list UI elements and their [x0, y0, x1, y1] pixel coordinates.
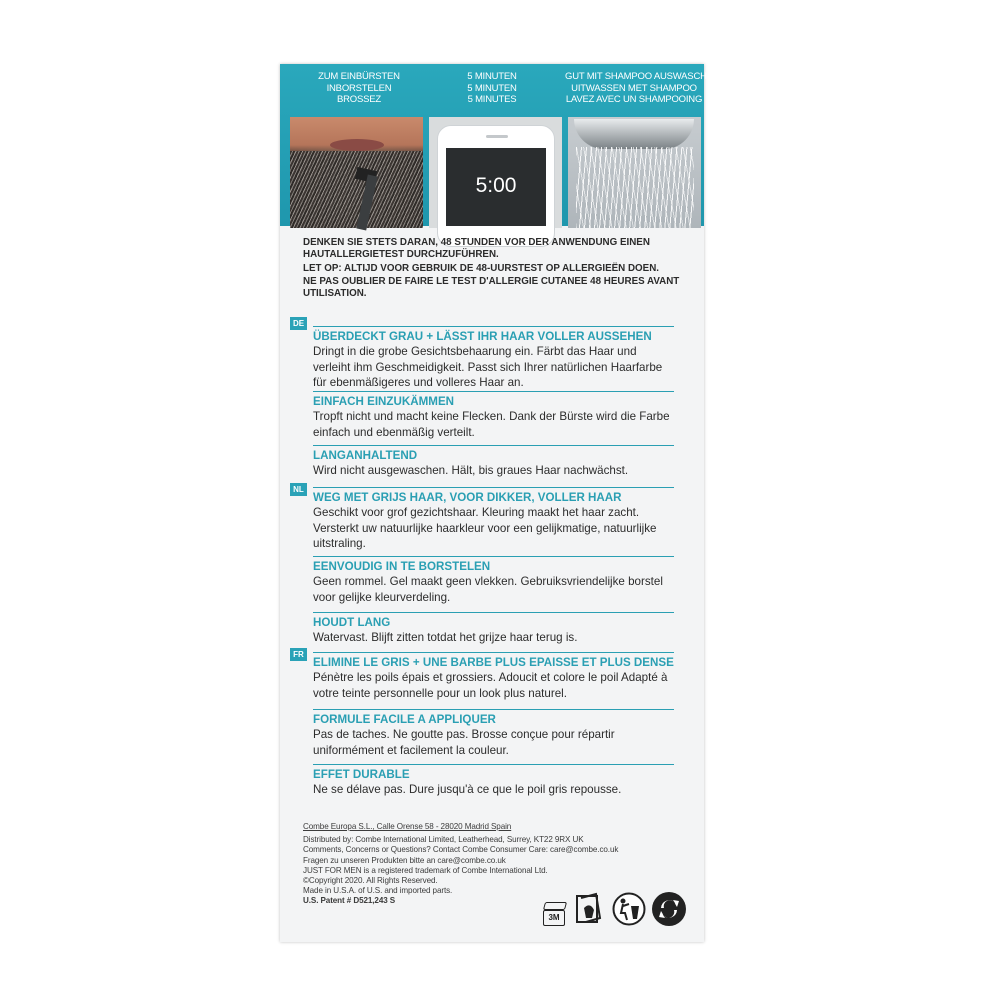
section-nl-3 — [313, 612, 674, 646]
step-1-text — [290, 71, 428, 106]
section-fr-3 — [313, 764, 674, 798]
section-de-1 — [313, 326, 674, 391]
phone-icon — [437, 125, 555, 247]
legal-line: Fragen zu unseren Produkten bitte an care@combe.co.uk — [303, 855, 506, 865]
instruction-band — [280, 64, 720, 226]
step-3-line-nl: UITWASSEN MET SHAMPOO — [571, 82, 697, 94]
beard-brush-photo — [290, 117, 423, 228]
warning-de: DENKEN SIE STETS DARAN, 48 STUNDEN VOR DER ANWENDUNG EINEN HAUTALLERGIETEST DURCHZUFÜHREN. — [303, 237, 650, 261]
section-title: EINFACH EINZUKÄMMEN — [313, 395, 455, 408]
legal-line: Distributed by: Combe International Limited, Leatherhead, Surrey, KT22 9RX UK — [303, 835, 584, 845]
legal-line: ©Copyright 2020. All Rights Reserved. — [303, 876, 438, 886]
language-badge-fr: FR — [290, 648, 307, 661]
section-de-3 — [313, 445, 674, 479]
legal-line: Made in U.S.A. of U.S. and imported parts. — [303, 886, 453, 896]
section-text: Tropft nicht und macht keine Flecken. Dank der Bürste wird die Farbe einfach und ebenmäßig verteilt. — [313, 410, 670, 439]
step-2-line-fr: 5 MINUTES — [467, 94, 517, 105]
warning-fr: NE PAS OUBLIER DE FAIRE LE TEST D'ALLERGIE CUTANEE 48 HEURES AVANT UTILISATION. — [303, 275, 680, 300]
section-title: EFFET DURABLE — [313, 768, 410, 781]
step-3-line-de: GUT MIT SHAMPOO AUSWASCHEN — [565, 71, 720, 82]
section-fr-2 — [313, 709, 674, 758]
legal-line: JUST FOR MEN is a registered trademark of Combe International Ltd. — [303, 865, 548, 875]
section-text: Geen rommel. Gel maakt geen vlekken. Gebruiksvriendelijke borstel voor gelijke kleurverdeling. — [313, 575, 663, 604]
section-title: HOUDT LANG — [313, 616, 391, 629]
section-text: Dringt in die grobe Gesichtsbehaarung ein. Färbt das Haar und verleiht ihm Geschmeidigkeit. Passt sich Ihrer natürlichen Haarfarbe für ebenmäßigeres und volleres Haar an. — [313, 345, 663, 389]
section-title: WEG MET GRIJS HAAR, VOOR DIKKER, VOLLER HAAR — [313, 491, 622, 504]
allergy-warnings — [303, 237, 683, 301]
section-title: EENVOUDIG IN TE BORSTELEN — [313, 560, 491, 573]
step-1-line-fr: BROSSEZ — [337, 94, 381, 105]
section-title: ELIMINE LE GRIS + UNE BARBE PLUS EPAISSE ET PLUS DENSE — [313, 656, 674, 669]
read-instructions-icon — [574, 892, 604, 926]
section-title: FORMULE FACILE A APPLIQUER — [313, 713, 496, 726]
tidyman-bin-icon — [612, 892, 646, 926]
step-2-line-nl: 5 MINUTEN — [467, 82, 517, 94]
section-text: Watervast. Blijft zitten totdat het grijze haar terug is. — [313, 631, 578, 644]
section-text: Geschikt voor grof gezichtshaar. Kleuring maakt het haar zacht. Versterkt uw natuurlijke haarkleur voor een gelijkmatige, natuurlijke uitstraling. — [313, 506, 657, 550]
section-nl-2 — [313, 556, 674, 605]
manufacturer-address: Combe Europa S.L., Calle Orense 58 - 28020 Madrid Spain — [303, 822, 512, 831]
section-title: LANGANHALTEND — [313, 449, 418, 462]
patent-number: U.S. Patent # D521,243 S — [303, 896, 396, 906]
section-title: ÜBERDECKT GRAU + LÄSST IHR HAAR VOLLER AUSSEHEN — [313, 330, 652, 343]
legal-line: Comments, Concerns or Questions? Contact Combe Consumer Care: care@combe.co.uk — [303, 845, 619, 855]
recycle-icon — [652, 892, 686, 926]
warning-nl: LET OP: ALTIJD VOOR GEBRUIK DE 48-UURSTEST OP ALLERGIEËN DOEN. — [303, 262, 659, 274]
packaging-symbols — [542, 892, 692, 932]
timer-display: 5:00 — [475, 174, 517, 197]
step-1-line-nl: INBORSTELEN — [326, 82, 392, 94]
shower-photo — [568, 117, 701, 228]
step-3-line-fr: LAVEZ AVEC UN SHAMPOOING — [565, 94, 703, 105]
pao-jar-icon — [542, 902, 566, 928]
section-text: Pas de taches. Ne goutte pas. Brosse conçue pour répartir uniformément et facilement la couleur. — [313, 728, 615, 757]
section-text: Ne se délave pas. Dure jusqu'à ce que le poil gris repousse. — [313, 783, 622, 796]
step-3-text — [565, 71, 720, 106]
shower-head-icon — [574, 119, 694, 149]
phone-timer-photo — [429, 117, 562, 228]
section-nl-1 — [313, 487, 674, 552]
pao-label: 3M — [543, 910, 565, 926]
step-2-line-de: 5 MINUTEN — [467, 71, 517, 82]
step-2-text — [423, 71, 561, 106]
section-text: Pénètre les poils épais et grossiers. Adoucit et colore le poil Adapté à votre teinte personnelle pour un look plus naturel. — [313, 671, 668, 700]
language-badge-de: DE — [290, 317, 307, 330]
language-badge-nl: NL — [290, 483, 307, 496]
section-fr-1 — [313, 652, 674, 701]
section-text: Wird nicht ausgewaschen. Hält, bis graues Haar nachwächst. — [313, 464, 629, 477]
section-de-2 — [313, 391, 674, 440]
product-box-back — [280, 64, 720, 942]
step-1-line-de: ZUM EINBÜRSTEN — [318, 71, 400, 82]
